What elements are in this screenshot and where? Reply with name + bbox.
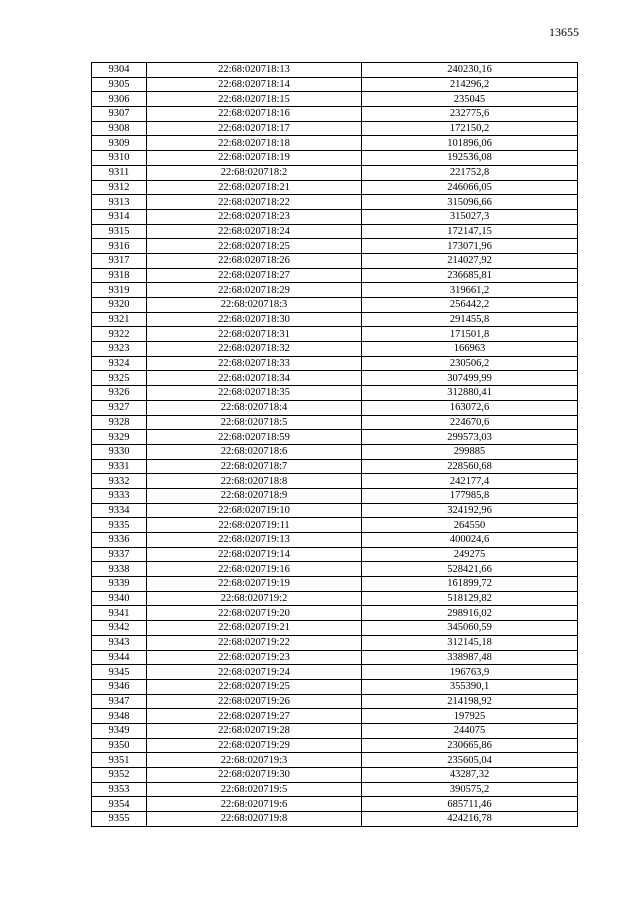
- table-body: [92, 63, 578, 827]
- value-cell: 235045: [362, 92, 578, 107]
- row-number-cell: 9308: [92, 121, 147, 136]
- row-number-cell: 9330: [92, 444, 147, 459]
- value-cell: 173071,96: [362, 239, 578, 254]
- cadastral-number-cell: 22:68:020718:8: [147, 474, 362, 489]
- row-number-cell: 9346: [92, 679, 147, 694]
- table-row: [92, 224, 578, 239]
- value-cell: 221752,8: [362, 165, 578, 180]
- table-row: [92, 738, 578, 753]
- value-cell: 355390,1: [362, 679, 578, 694]
- cadastral-number-cell: 22:68:020719:6: [147, 797, 362, 812]
- row-number-cell: 9341: [92, 606, 147, 621]
- cadastral-number-cell: 22:68:020719:22: [147, 635, 362, 650]
- table-row: [92, 121, 578, 136]
- table-row: [92, 77, 578, 92]
- value-cell: 299885: [362, 444, 578, 459]
- value-cell: 312880,41: [362, 386, 578, 401]
- row-number-cell: 9347: [92, 694, 147, 709]
- table-row: [92, 136, 578, 151]
- cadastral-number-cell: 22:68:020718:22: [147, 195, 362, 210]
- table-row: [92, 253, 578, 268]
- cadastral-number-cell: 22:68:020719:3: [147, 753, 362, 768]
- table-row: [92, 195, 578, 210]
- row-number-cell: 9344: [92, 650, 147, 665]
- table-row: [92, 298, 578, 313]
- value-cell: 312145,18: [362, 635, 578, 650]
- row-number-cell: 9336: [92, 533, 147, 548]
- table-row: [92, 312, 578, 327]
- row-number-cell: 9327: [92, 400, 147, 415]
- value-cell: 230665,86: [362, 738, 578, 753]
- cadastral-number-cell: 22:68:020718:2: [147, 165, 362, 180]
- value-cell: 214198,92: [362, 694, 578, 709]
- value-cell: 400024,6: [362, 533, 578, 548]
- row-number-cell: 9320: [92, 298, 147, 313]
- row-number-cell: 9335: [92, 518, 147, 533]
- value-cell: 166963: [362, 342, 578, 357]
- cadastral-number-cell: 22:68:020718:31: [147, 327, 362, 342]
- table-row: [92, 474, 578, 489]
- table-row: [92, 591, 578, 606]
- value-cell: 319661,2: [362, 283, 578, 298]
- value-cell: 196763,9: [362, 665, 578, 680]
- value-cell: 163072,6: [362, 400, 578, 415]
- cadastral-number-cell: 22:68:020718:14: [147, 77, 362, 92]
- row-number-cell: 9316: [92, 239, 147, 254]
- value-cell: 307499,99: [362, 371, 578, 386]
- table-row: [92, 533, 578, 548]
- table-row: [92, 107, 578, 122]
- table-row: [92, 723, 578, 738]
- row-number-cell: 9323: [92, 342, 147, 357]
- cadastral-number-cell: 22:68:020719:25: [147, 679, 362, 694]
- table-row: [92, 753, 578, 768]
- cadastral-number-cell: 22:68:020718:5: [147, 415, 362, 430]
- row-number-cell: 9355: [92, 812, 147, 827]
- value-cell: 197925: [362, 709, 578, 724]
- value-cell: 298916,02: [362, 606, 578, 621]
- row-number-cell: 9332: [92, 474, 147, 489]
- table-row: [92, 577, 578, 592]
- table-row: [92, 488, 578, 503]
- cadastral-number-cell: 22:68:020718:30: [147, 312, 362, 327]
- cadastral-number-cell: 22:68:020718:26: [147, 253, 362, 268]
- cadastral-number-cell: 22:68:020719:20: [147, 606, 362, 621]
- value-cell: 172150,2: [362, 121, 578, 136]
- row-number-cell: 9339: [92, 577, 147, 592]
- table-row: [92, 665, 578, 680]
- row-number-cell: 9314: [92, 209, 147, 224]
- data-table: [91, 62, 578, 827]
- table-row: [92, 63, 578, 78]
- table-row: [92, 518, 578, 533]
- table-row: [92, 239, 578, 254]
- cadastral-number-cell: 22:68:020718:59: [147, 430, 362, 445]
- cadastral-number-cell: 22:68:020719:13: [147, 533, 362, 548]
- table-row: [92, 694, 578, 709]
- row-number-cell: 9322: [92, 327, 147, 342]
- row-number-cell: 9353: [92, 782, 147, 797]
- table-row: [92, 812, 578, 827]
- cadastral-number-cell: 22:68:020718:27: [147, 268, 362, 283]
- table-row: [92, 268, 578, 283]
- cadastral-number-cell: 22:68:020718:24: [147, 224, 362, 239]
- table-row: [92, 209, 578, 224]
- cadastral-number-cell: 22:68:020718:23: [147, 209, 362, 224]
- row-number-cell: 9310: [92, 151, 147, 166]
- table-row: [92, 797, 578, 812]
- row-number-cell: 9318: [92, 268, 147, 283]
- cadastral-number-cell: 22:68:020718:25: [147, 239, 362, 254]
- table-row: [92, 679, 578, 694]
- table-row: [92, 650, 578, 665]
- page-number: 13655: [549, 25, 579, 39]
- table-row: [92, 768, 578, 783]
- value-cell: 172147,15: [362, 224, 578, 239]
- cadastral-number-cell: 22:68:020719:14: [147, 547, 362, 562]
- cadastral-number-cell: 22:68:020719:16: [147, 562, 362, 577]
- table-row: [92, 606, 578, 621]
- value-cell: 528421,66: [362, 562, 578, 577]
- row-number-cell: 9321: [92, 312, 147, 327]
- table-row: [92, 283, 578, 298]
- row-number-cell: 9315: [92, 224, 147, 239]
- value-cell: 299573,03: [362, 430, 578, 445]
- cadastral-number-cell: 22:68:020718:21: [147, 180, 362, 195]
- row-number-cell: 9309: [92, 136, 147, 151]
- table-row: [92, 327, 578, 342]
- cadastral-number-cell: 22:68:020719:29: [147, 738, 362, 753]
- value-cell: 246066,05: [362, 180, 578, 195]
- value-cell: 161899,72: [362, 577, 578, 592]
- row-number-cell: 9337: [92, 547, 147, 562]
- value-cell: 232775,6: [362, 107, 578, 122]
- value-cell: 192536,08: [362, 151, 578, 166]
- table-row: [92, 635, 578, 650]
- row-number-cell: 9354: [92, 797, 147, 812]
- value-cell: 324192,96: [362, 503, 578, 518]
- row-number-cell: 9350: [92, 738, 147, 753]
- cadastral-number-cell: 22:68:020718:13: [147, 63, 362, 78]
- row-number-cell: 9304: [92, 63, 147, 78]
- cadastral-number-cell: 22:68:020719:28: [147, 723, 362, 738]
- cadastral-number-cell: 22:68:020719:8: [147, 812, 362, 827]
- value-cell: 685711,46: [362, 797, 578, 812]
- row-number-cell: 9307: [92, 107, 147, 122]
- value-cell: 256442,2: [362, 298, 578, 313]
- cadastral-number-cell: 22:68:020718:19: [147, 151, 362, 166]
- row-number-cell: 9311: [92, 165, 147, 180]
- value-cell: 345060,59: [362, 621, 578, 636]
- row-number-cell: 9326: [92, 386, 147, 401]
- value-cell: 518129,82: [362, 591, 578, 606]
- value-cell: 224670,6: [362, 415, 578, 430]
- cadastral-number-cell: 22:68:020718:3: [147, 298, 362, 313]
- cadastral-number-cell: 22:68:020719:19: [147, 577, 362, 592]
- row-number-cell: 9331: [92, 459, 147, 474]
- row-number-cell: 9351: [92, 753, 147, 768]
- value-cell: 177985,8: [362, 488, 578, 503]
- row-number-cell: 9325: [92, 371, 147, 386]
- row-number-cell: 9343: [92, 635, 147, 650]
- cadastral-number-cell: 22:68:020718:35: [147, 386, 362, 401]
- table-row: [92, 444, 578, 459]
- value-cell: 244075: [362, 723, 578, 738]
- value-cell: 390575,2: [362, 782, 578, 797]
- table-row: [92, 562, 578, 577]
- cadastral-number-cell: 22:68:020718:15: [147, 92, 362, 107]
- table-row: [92, 342, 578, 357]
- cadastral-number-cell: 22:68:020719:11: [147, 518, 362, 533]
- row-number-cell: 9312: [92, 180, 147, 195]
- row-number-cell: 9313: [92, 195, 147, 210]
- value-cell: 171501,8: [362, 327, 578, 342]
- cadastral-number-cell: 22:68:020719:21: [147, 621, 362, 636]
- value-cell: 242177,4: [362, 474, 578, 489]
- row-number-cell: 9305: [92, 77, 147, 92]
- table-row: [92, 459, 578, 474]
- cadastral-number-cell: 22:68:020719:10: [147, 503, 362, 518]
- table-row: [92, 709, 578, 724]
- table-row: [92, 165, 578, 180]
- value-cell: 43287,32: [362, 768, 578, 783]
- row-number-cell: 9328: [92, 415, 147, 430]
- cadastral-number-cell: 22:68:020719:27: [147, 709, 362, 724]
- value-cell: 424216,78: [362, 812, 578, 827]
- cadastral-number-cell: 22:68:020718:7: [147, 459, 362, 474]
- table-row: [92, 356, 578, 371]
- value-cell: 228560,68: [362, 459, 578, 474]
- value-cell: 214296,2: [362, 77, 578, 92]
- value-cell: 338987,48: [362, 650, 578, 665]
- cadastral-number-cell: 22:68:020718:33: [147, 356, 362, 371]
- table-row: [92, 547, 578, 562]
- table-row: [92, 371, 578, 386]
- table-row: [92, 621, 578, 636]
- cadastral-number-cell: 22:68:020718:16: [147, 107, 362, 122]
- table-row: [92, 415, 578, 430]
- row-number-cell: 9324: [92, 356, 147, 371]
- row-number-cell: 9352: [92, 768, 147, 783]
- row-number-cell: 9334: [92, 503, 147, 518]
- table-row: [92, 386, 578, 401]
- value-cell: 235605,04: [362, 753, 578, 768]
- row-number-cell: 9317: [92, 253, 147, 268]
- table-row: [92, 151, 578, 166]
- value-cell: 230506,2: [362, 356, 578, 371]
- row-number-cell: 9340: [92, 591, 147, 606]
- row-number-cell: 9338: [92, 562, 147, 577]
- cadastral-number-cell: 22:68:020718:6: [147, 444, 362, 459]
- value-cell: 315096,66: [362, 195, 578, 210]
- row-number-cell: 9349: [92, 723, 147, 738]
- cadastral-number-cell: 22:68:020718:17: [147, 121, 362, 136]
- cadastral-number-cell: 22:68:020718:9: [147, 488, 362, 503]
- table-row: [92, 782, 578, 797]
- cadastral-number-cell: 22:68:020718:34: [147, 371, 362, 386]
- cadastral-number-cell: 22:68:020719:2: [147, 591, 362, 606]
- value-cell: 249275: [362, 547, 578, 562]
- cadastral-number-cell: 22:68:020719:24: [147, 665, 362, 680]
- row-number-cell: 9333: [92, 488, 147, 503]
- value-cell: 315027,3: [362, 209, 578, 224]
- table-row: [92, 92, 578, 107]
- table-row: [92, 430, 578, 445]
- cadastral-number-cell: 22:68:020719:30: [147, 768, 362, 783]
- row-number-cell: 9319: [92, 283, 147, 298]
- row-number-cell: 9345: [92, 665, 147, 680]
- row-number-cell: 9306: [92, 92, 147, 107]
- table-row: [92, 180, 578, 195]
- row-number-cell: 9329: [92, 430, 147, 445]
- value-cell: 101896,06: [362, 136, 578, 151]
- row-number-cell: 9348: [92, 709, 147, 724]
- row-number-cell: 9342: [92, 621, 147, 636]
- value-cell: 236685,81: [362, 268, 578, 283]
- cadastral-number-cell: 22:68:020719:5: [147, 782, 362, 797]
- cadastral-number-cell: 22:68:020718:29: [147, 283, 362, 298]
- cadastral-number-cell: 22:68:020718:32: [147, 342, 362, 357]
- table-row: [92, 400, 578, 415]
- cadastral-number-cell: 22:68:020719:23: [147, 650, 362, 665]
- cadastral-number-cell: 22:68:020718:4: [147, 400, 362, 415]
- cadastral-number-cell: 22:68:020719:26: [147, 694, 362, 709]
- value-cell: 240230,16: [362, 63, 578, 78]
- cadastral-number-cell: 22:68:020718:18: [147, 136, 362, 151]
- value-cell: 291455,8: [362, 312, 578, 327]
- table-row: [92, 503, 578, 518]
- value-cell: 214027,92: [362, 253, 578, 268]
- value-cell: 264550: [362, 518, 578, 533]
